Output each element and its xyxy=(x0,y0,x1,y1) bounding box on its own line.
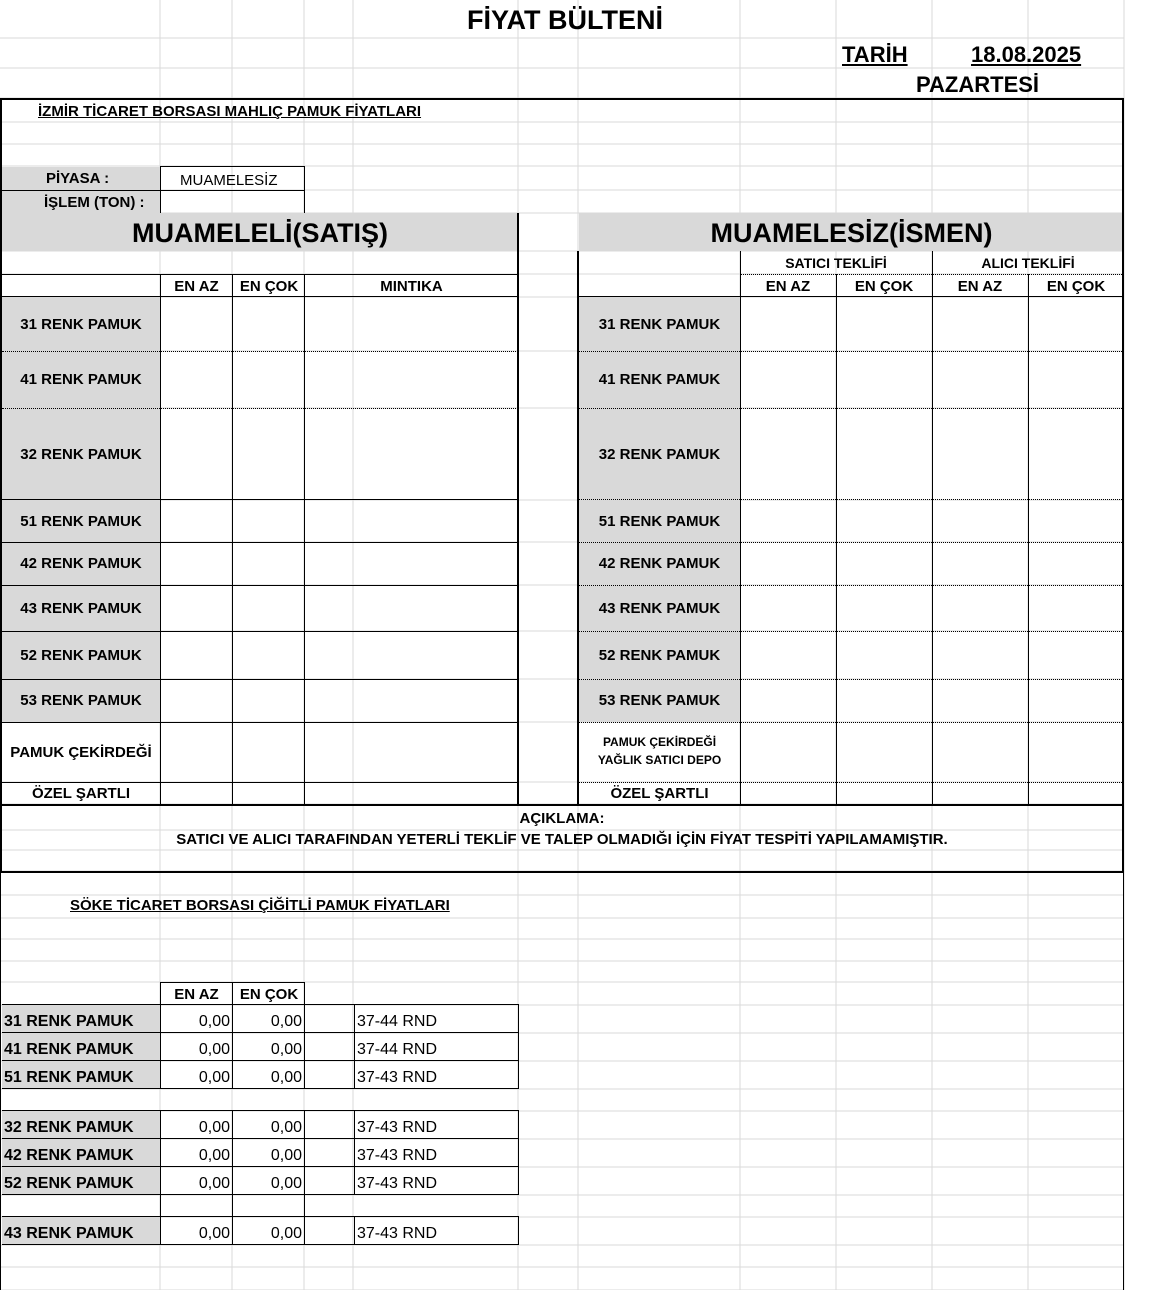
soke-row-name: 51 RENK PAMUK xyxy=(4,1069,134,1086)
right-table-title: MUAMELESİZ(İSMEN) xyxy=(710,217,993,248)
right-row-label: 51 RENK PAMUK xyxy=(598,512,721,530)
weekday: PAZARTESİ xyxy=(916,72,1040,97)
table-row xyxy=(0,1033,520,1061)
left-col-max: EN ÇOK xyxy=(239,277,299,295)
right-row-label: 53 RENK PAMUK xyxy=(598,692,721,709)
soke-col-min: EN AZ xyxy=(174,985,219,1003)
right-col-buyer-max: EN ÇOK xyxy=(1046,277,1106,295)
table-row xyxy=(0,1167,520,1195)
soke-col-max: EN ÇOK xyxy=(239,985,299,1003)
soke-row-range: 37-43 RND xyxy=(357,1225,438,1242)
left-row-label: 42 RENK PAMUK xyxy=(20,555,142,572)
soke-row-range: 37-43 RND xyxy=(357,1147,438,1164)
soke-section-title: SÖKE TİCARET BORSASI ÇİĞİTLİ PAMUK FİYATLARI xyxy=(70,897,450,914)
piyasa-value: MUAMELESİZ xyxy=(180,172,278,189)
right-col-seller-max: EN ÇOK xyxy=(854,277,914,295)
table-row xyxy=(0,1111,520,1139)
right-row-label: 41 RENK PAMUK xyxy=(598,371,721,388)
left-row-label: 52 RENK PAMUK xyxy=(20,646,142,664)
date-value: 18.08.2025 xyxy=(971,42,1082,67)
note-label: AÇIKLAMA: xyxy=(519,809,605,827)
soke-row-min: 0,00 xyxy=(198,1069,230,1086)
date-label: TARİH xyxy=(842,42,908,67)
soke-row-min: 0,00 xyxy=(198,1175,230,1192)
right-row-label: 42 RENK PAMUK xyxy=(598,555,721,572)
table-row xyxy=(0,1061,520,1089)
soke-row-range: 37-43 RND xyxy=(357,1175,438,1192)
note-text: SATICI VE ALICI TARAFINDAN YETERLİ TEKLİF VE TALEP OLMADIĞI İÇİN FİYAT TESPİTİ YAPILAMAMIŞTIR. xyxy=(176,830,948,848)
right-col-seller-min: EN AZ xyxy=(765,277,811,295)
left-col-min: EN AZ xyxy=(174,277,219,295)
right-col-buyer-min: EN AZ xyxy=(957,277,1003,295)
left-row-label: 41 RENK PAMUK xyxy=(20,371,142,388)
buyer-offer-header: ALICI TEKLİFİ xyxy=(981,255,1075,271)
left-table-title: MUAMELELİ(SATIŞ) xyxy=(132,217,388,248)
left-row-label: 43 RENK PAMUK xyxy=(20,599,142,617)
table-row xyxy=(0,1217,520,1245)
right-row-label: 52 RENK PAMUK xyxy=(598,646,721,664)
soke-row-min: 0,00 xyxy=(198,1119,230,1136)
table-row xyxy=(0,1005,520,1033)
soke-row-name: 52 RENK PAMUK xyxy=(4,1175,134,1192)
piyasa-label: PİYASA : xyxy=(46,170,110,187)
soke-row-name: 42 RENK PAMUK xyxy=(4,1147,134,1164)
soke-row-name: 43 RENK PAMUK xyxy=(4,1225,134,1242)
right-row-label: 31 RENK PAMUK xyxy=(598,315,721,333)
soke-row-min: 0,00 xyxy=(198,1013,230,1030)
soke-row-range: 37-43 RND xyxy=(357,1069,438,1086)
soke-row-max: 0,00 xyxy=(270,1069,302,1086)
left-row-label: 32 RENK PAMUK xyxy=(20,445,142,463)
soke-row-max: 0,00 xyxy=(270,1013,302,1030)
left-row-label: ÖZEL ŞARTLI xyxy=(31,784,131,802)
soke-row-max: 0,00 xyxy=(270,1175,302,1192)
izmir-section-title: İZMİR TİCARET BORSASI MAHLIÇ PAMUK FİYATLARI xyxy=(38,103,422,120)
left-row-label: 53 RENK PAMUK xyxy=(20,692,142,709)
table-row xyxy=(0,1139,520,1167)
soke-row-name: 31 RENK PAMUK xyxy=(4,1013,134,1030)
soke-row-min: 0,00 xyxy=(198,1147,230,1164)
left-row-label: 51 RENK PAMUK xyxy=(20,512,142,530)
soke-row-min: 0,00 xyxy=(198,1225,230,1242)
left-row-label: 31 RENK PAMUK xyxy=(20,315,142,333)
soke-row-range: 37-44 RND xyxy=(357,1041,438,1058)
soke-row-max: 0,00 xyxy=(270,1041,302,1058)
right-row-label: ÖZEL ŞARTLI xyxy=(610,784,709,802)
soke-row-min: 0,00 xyxy=(198,1041,230,1058)
soke-row-max: 0,00 xyxy=(270,1119,302,1136)
right-row-label: PAMUK ÇEKİRDEĞİ xyxy=(602,735,717,749)
soke-row-name: 41 RENK PAMUK xyxy=(4,1041,134,1058)
page-title: FİYAT BÜLTENİ xyxy=(466,4,663,35)
soke-row-name: 32 RENK PAMUK xyxy=(4,1119,134,1136)
left-row-label: PAMUK ÇEKİRDEĞİ xyxy=(10,743,152,761)
soke-row-max: 0,00 xyxy=(270,1225,302,1242)
soke-row-max: 0,00 xyxy=(270,1147,302,1164)
seller-offer-header: SATICI TEKLİFİ xyxy=(785,255,887,271)
left-col-region: MINTIKA xyxy=(380,277,443,295)
right-row-label: 32 RENK PAMUK xyxy=(598,445,721,463)
islem-label: İŞLEM (TON) : xyxy=(44,194,145,211)
soke-row-range: 37-43 RND xyxy=(357,1119,438,1136)
soke-row-range: 37-44 RND xyxy=(357,1013,438,1030)
right-row-label: 43 RENK PAMUK xyxy=(598,599,721,617)
right-row-label: YAĞLIK SATICI DEPO xyxy=(597,753,722,767)
